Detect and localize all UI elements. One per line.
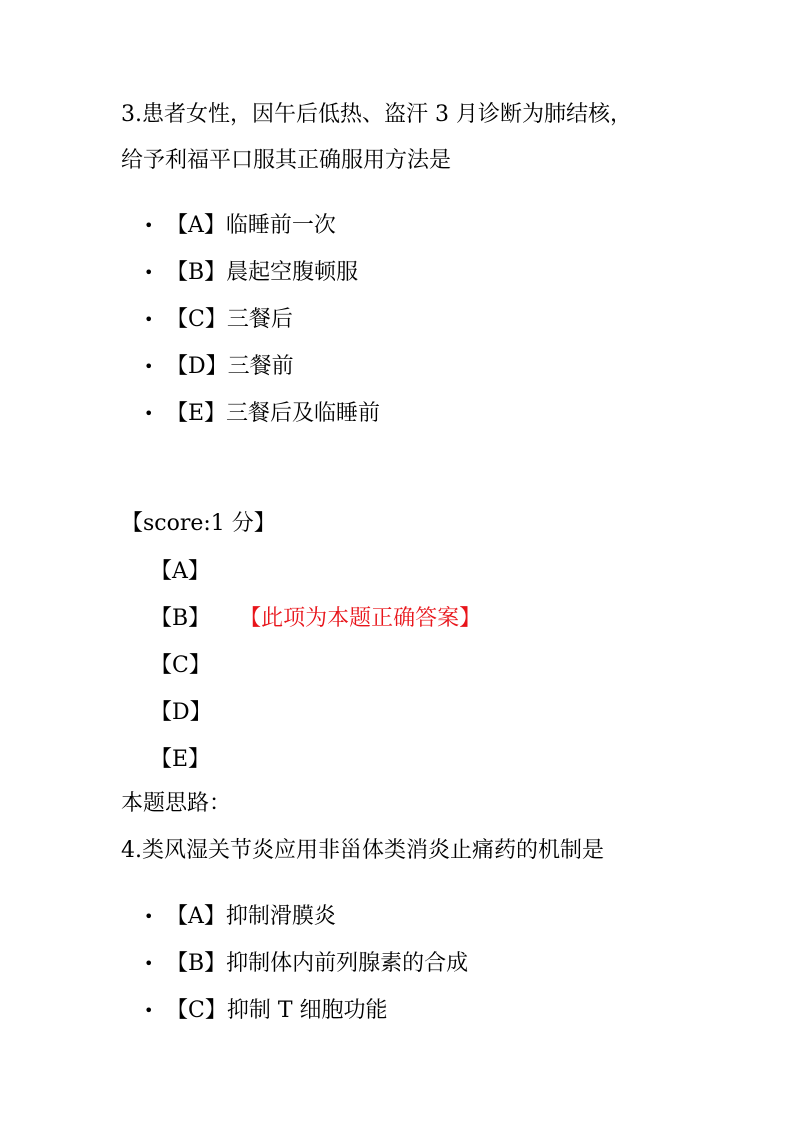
option-b[interactable]	[144, 940, 468, 987]
option-label: 【D】三餐前	[166, 354, 294, 379]
answer-b	[150, 595, 481, 642]
question-4-stem: 4.类风湿关节炎应用非甾体类消炎止痛药的机制是	[121, 838, 604, 863]
bullet-icon: •	[144, 310, 154, 329]
question-3-stem	[121, 92, 681, 184]
option-a[interactable]	[144, 202, 380, 249]
option-d[interactable]	[144, 343, 380, 390]
question-3-stem-line-2: 给予利福平口服其正确服用方法是	[121, 148, 452, 173]
option-label: 【B】抑制体内前列腺素的合成	[166, 951, 469, 976]
answer-d	[150, 689, 481, 736]
correct-answer-note: 【此项为本题正确答案】	[250, 606, 482, 631]
bullet-icon: •	[144, 357, 154, 376]
answer-a	[150, 548, 481, 595]
option-c[interactable]	[144, 296, 380, 343]
answer-label: 【E】	[150, 747, 211, 772]
score-label: 【score:1 分】	[121, 511, 276, 536]
option-label: 【B】晨起空腹顿服	[166, 260, 359, 285]
answer-label: 【A】	[150, 559, 210, 584]
analysis-label: 本题思路：	[121, 791, 232, 816]
answer-c	[150, 642, 481, 689]
question-4-options	[144, 893, 468, 1034]
answer-label: 【C】	[150, 653, 211, 678]
answer-key-list	[150, 548, 481, 783]
question-3-stem-line-1: 3.患者女性，因午后低热、盗汗 3 月诊断为肺结核，	[121, 102, 632, 127]
option-label: 【C】抑制 T 细胞功能	[166, 998, 388, 1023]
bullet-icon: •	[144, 907, 154, 926]
bullet-icon: •	[144, 1001, 154, 1020]
bullet-icon: •	[144, 216, 154, 235]
answer-label: 【D】	[150, 700, 212, 725]
question-3-options	[144, 202, 380, 437]
bullet-icon: •	[144, 954, 154, 973]
option-e[interactable]	[144, 390, 380, 437]
bullet-icon: •	[144, 404, 154, 423]
answer-e	[150, 736, 481, 783]
option-b[interactable]	[144, 249, 380, 296]
answer-label: 【B】	[150, 606, 211, 631]
bullet-icon: •	[144, 263, 154, 282]
option-label: 【A】抑制滑膜炎	[166, 904, 336, 929]
option-label: 【A】临睡前一次	[166, 213, 336, 238]
option-label: 【C】三餐后	[166, 307, 293, 332]
option-c[interactable]	[144, 987, 468, 1034]
option-a[interactable]	[144, 893, 468, 940]
option-label: 【E】三餐后及临睡前	[166, 401, 381, 426]
